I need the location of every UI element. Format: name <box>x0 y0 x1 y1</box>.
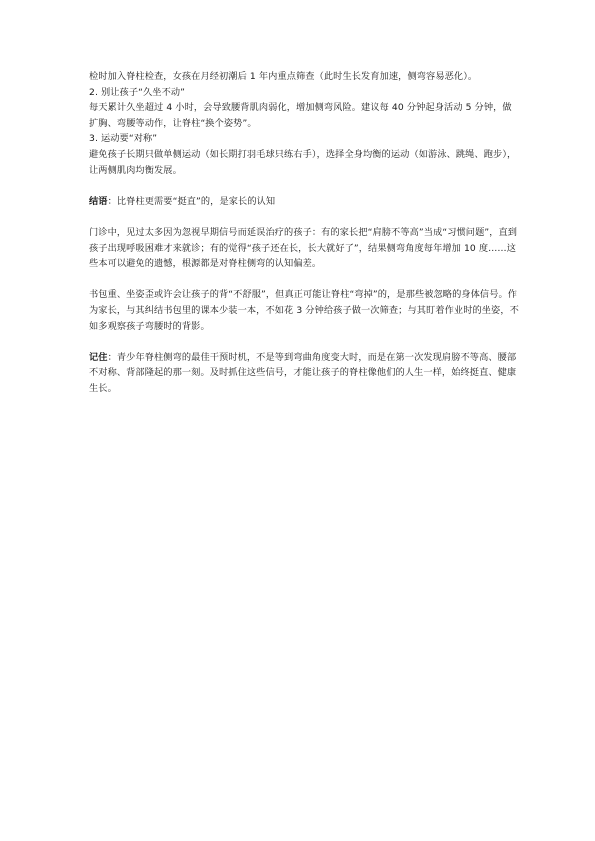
list-item-body-3: 避免孩子长期只做单侧运动（如长期打羽毛球只练右手），选择全身均衡的运动（如游泳、跳绳、跑步），让两侧肌肉均衡发展。 <box>89 148 517 176</box>
document-body <box>89 69 519 396</box>
spacer <box>89 178 519 194</box>
remember-text: ：青少年脊柱侧弯的最佳干预时机，不是等到弯曲角度变大时，而是在第一次发现肩膀不等高、腰部不对称、背部隆起的那一刻。及时抓住这些信号，才能让孩子的脊柱像他们的人生一样，始终挺直、健康生长。 <box>89 351 517 394</box>
paragraph-remember <box>89 350 519 397</box>
spacer <box>89 209 519 225</box>
spacer <box>89 272 519 288</box>
spacer <box>89 334 519 350</box>
paragraph-screening-continued: 检时加入脊柱检查，女孩在月经初潮后 1 年内重点筛查（此时生长发育加速，侧弯容易恶化）。 <box>89 71 478 82</box>
remember-label: 记住 <box>89 351 108 363</box>
paragraph-clinic: 门诊中，见过太多因为忽视早期信号而延误治疗的孩子：有的家长把“肩膀不等高”当成“习惯问题”，直到孩子出现呼吸困难才来就诊；有的觉得“孩子还在长，长大就好了”，结果侧弯角度每年增加 10 度……这些本可以避免的遗憾，根源都是对脊柱侧弯的认知偏差。 <box>89 226 518 270</box>
conclusion-label: 结语 <box>89 195 108 207</box>
paragraph-schoolbag: 书包重、坐姿歪或许会让孩子的背“不舒服”，但真正可能让脊柱“弯掉”的，是那些被忽略的身体信号。作为家长，与其纠结书包里的课本少装一本，不如花 3 分钟给孩子做一次筛查；与其盯着作业时的坐姿，不如多观察孩子弯腰时的背影。 <box>89 289 519 332</box>
conclusion-text: ：比脊柱更需要“挺直”的，是家长的认知 <box>107 195 276 207</box>
list-item-body-2: 每天累计久坐超过 4 小时，会导致腰背肌肉弱化，增加侧弯风险。建议每 40 分钟起身活动 5 分钟，做扩胸、弯腰等动作，让脊柱“换个姿势”。 <box>89 102 512 129</box>
conclusion-heading <box>89 194 519 210</box>
list-item-heading-2: 2. 别让孩子“久坐不动” <box>89 86 186 98</box>
list-item-heading-3: 3. 运动要“对称” <box>89 133 158 145</box>
